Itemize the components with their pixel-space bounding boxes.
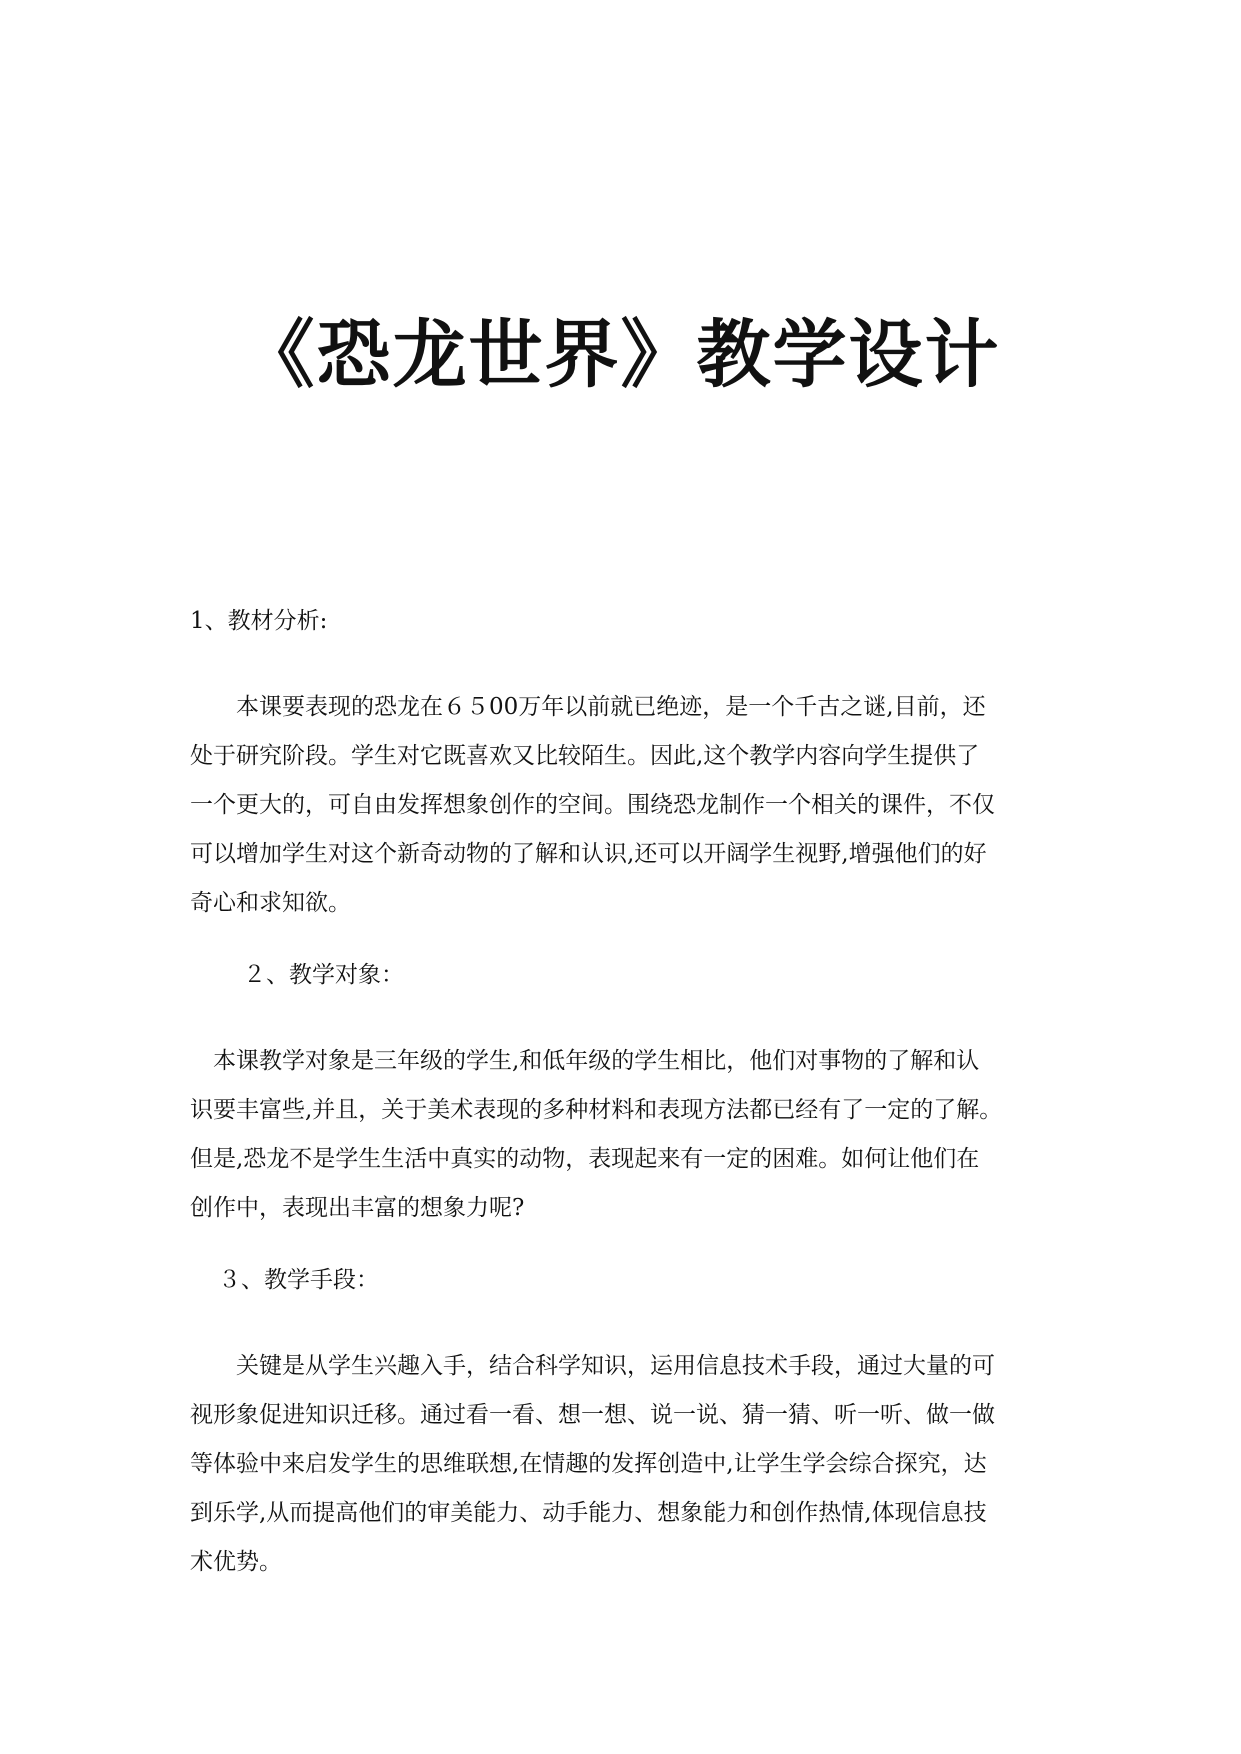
paragraph-line: 识要丰富些,并且，关于美术表现的多种材料和表现方法都已经有了一定的了解。 — [190, 1097, 1003, 1123]
paragraph-line: 创作中，表现出丰富的想象力呢? — [190, 1195, 525, 1221]
paragraph-line: 一个更大的，可自由发挥想象创作的空间。围绕恐龙制作一个相关的课件，不仅 — [190, 792, 995, 818]
paragraph-line: 视形象促进知识迁移。通过看一看、想一想、说一说、猜一猜、听一听、做一做 — [190, 1402, 995, 1428]
paragraph-line: 可以增加学生对这个新奇动物的了解和认识,还可以开阔学生视野,增强他们的好 — [190, 841, 987, 867]
paragraph-line: 到乐学,从而提高他们的审美能力、动手能力、想象能力和创作热情,体现信息技 — [190, 1500, 987, 1526]
section-paragraph-textbook-analysis — [190, 683, 1060, 928]
paragraph-line: 本课要表现的恐龙在６５00万年以前就已绝迹，是一个千古之谜,目前，还 — [190, 694, 986, 720]
document-title: 《恐龙世界》教学设计 — [240, 312, 1001, 398]
section-heading-teaching-object: ２、教学对象： — [243, 962, 404, 988]
paragraph-line: 关键是从学生兴趣入手，结合科学知识，运用信息技术手段，通过大量的可 — [190, 1353, 995, 1379]
paragraph-line: 处于研究阶段。学生对它既喜欢又比较陌生。因此,这个教学内容向学生提供了 — [190, 743, 980, 769]
paragraph-line: 奇心和求知欲。 — [190, 890, 351, 916]
paragraph-line: 术优势。 — [190, 1549, 282, 1575]
section-heading-textbook-analysis: 1、教材分析: — [190, 608, 328, 634]
section-heading-teaching-means: ３、教学手段： — [218, 1267, 379, 1293]
paragraph-line: 等体验中来启发学生的思维联想,在情趣的发挥创造中,让学生学会综合探究，达 — [190, 1451, 987, 1477]
paragraph-line: 本课教学对象是三年级的学生,和低年级的学生相比，他们对事物的了解和认 — [190, 1048, 980, 1074]
section-paragraph-teaching-object — [190, 1037, 1060, 1233]
paragraph-line: 但是,恐龙不是学生生活中真实的动物，表现起来有一定的困难。如何让他们在 — [190, 1146, 980, 1172]
section-paragraph-teaching-means — [190, 1342, 1060, 1587]
